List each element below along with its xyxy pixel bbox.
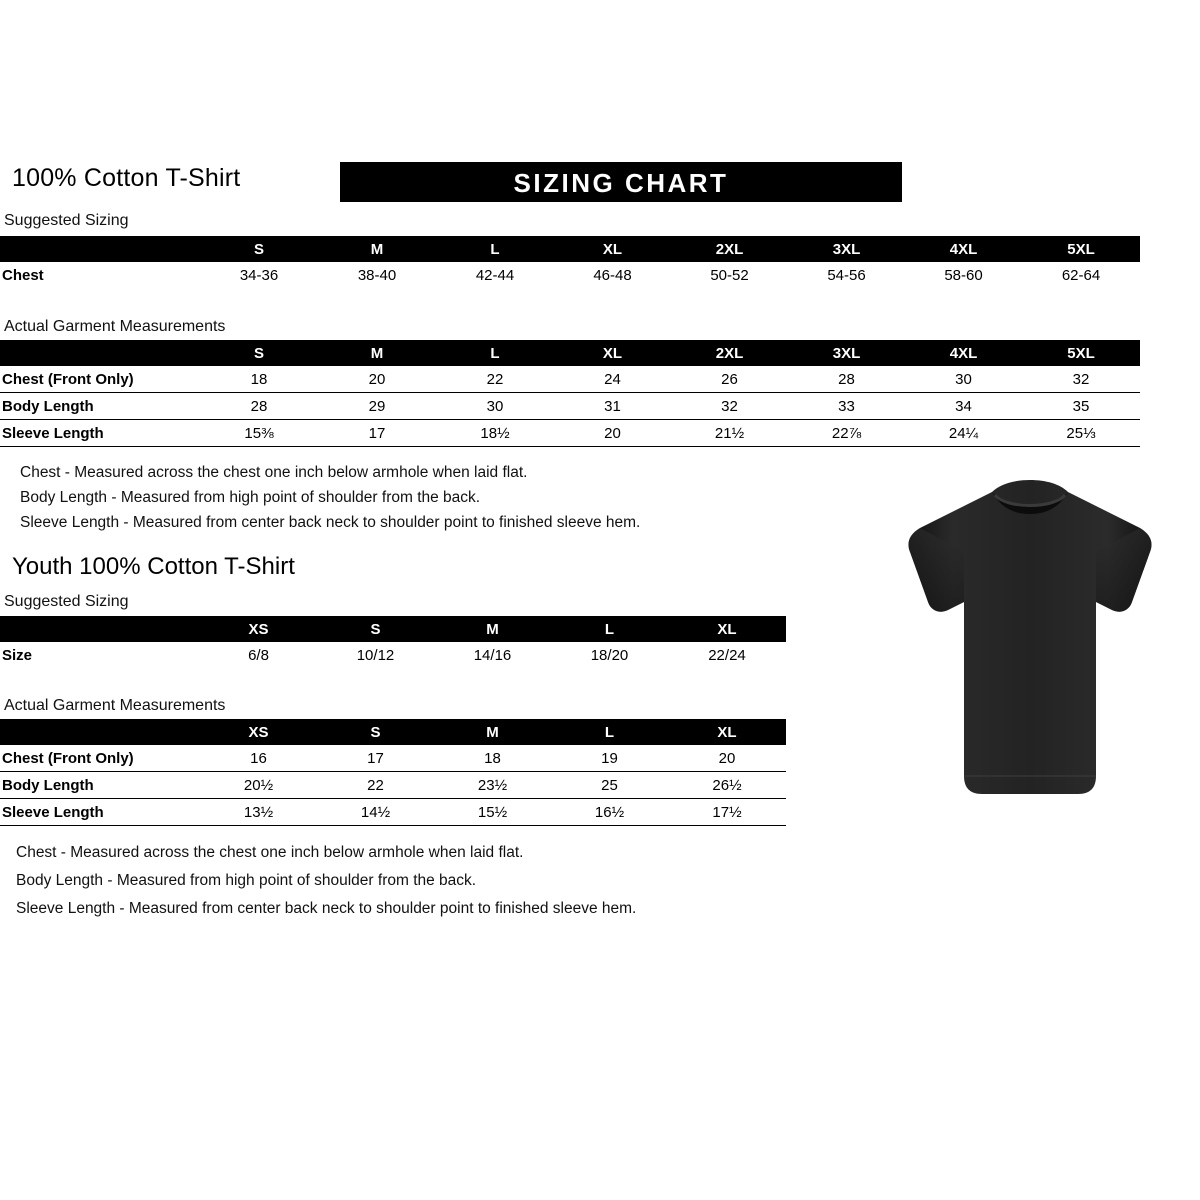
header-cell: 4XL — [905, 340, 1022, 366]
row-value: 14/16 — [473, 646, 512, 664]
youth-suggested-sizing-label: Suggested Sizing — [4, 593, 129, 610]
row-value: 15½ — [434, 799, 551, 826]
row-value: 34-36 — [239, 266, 279, 284]
row-value: 13½ — [200, 799, 317, 826]
row-value: 23½ — [434, 772, 551, 799]
row-value: 28 — [200, 393, 318, 420]
youth-note-sleeve-length: Sleeve Length - Measured from center back neck to shoulder point to finished sleeve hem. — [16, 900, 637, 917]
row-value: 30 — [436, 393, 554, 420]
adult-note-sleeve-length: Sleeve Length - Measured from center back neck to shoulder point to finished sleeve hem. — [20, 514, 641, 531]
row-value: 24¼ — [905, 420, 1022, 447]
row-value: 26 — [671, 366, 788, 393]
header-cell — [0, 236, 200, 262]
row-value: 50-52 — [710, 266, 749, 284]
header-cell: XL — [554, 236, 671, 262]
row-value: 10/12 — [356, 646, 395, 664]
row-value: 18/20 — [590, 646, 629, 664]
t-shirt-product-image — [896, 476, 1164, 806]
row-value: 31 — [554, 393, 671, 420]
header-cell: XS — [200, 719, 317, 745]
header-cell: M — [318, 340, 436, 366]
table-row — [0, 772, 786, 799]
header-cell: 5XL — [1022, 236, 1140, 262]
header-cell: L — [551, 719, 668, 745]
row-value: 21½ — [671, 420, 788, 447]
table-header-row — [0, 340, 1140, 366]
row-value: 15⅜ — [200, 420, 318, 447]
header-cell: 2XL — [671, 340, 788, 366]
row-label: Chest (Front Only) — [0, 745, 200, 772]
table-row — [0, 420, 1140, 447]
header-cell: 4XL — [905, 236, 1022, 262]
row-value: 42-44 — [475, 266, 515, 284]
header-cell: S — [200, 340, 318, 366]
table-row — [0, 642, 786, 668]
row-value: 24 — [554, 366, 671, 393]
header-cell: XS — [200, 616, 317, 642]
header-cell: S — [200, 236, 318, 262]
header-cell: S — [317, 616, 434, 642]
row-label: Sleeve Length — [0, 420, 200, 447]
row-value: 34 — [905, 393, 1022, 420]
table-row — [0, 799, 786, 826]
row-value: 18 — [200, 366, 318, 393]
youth-note-body-length: Body Length - Measured from high point of shoulder from the back. — [16, 872, 477, 889]
row-value: 35 — [1022, 393, 1140, 420]
row-value: 29 — [318, 393, 436, 420]
table-header-row — [0, 236, 1140, 262]
row-label: Chest (Front Only) — [0, 366, 200, 393]
table-header-row — [0, 719, 786, 745]
row-value: 62-64 — [1061, 266, 1101, 284]
header-cell: 5XL — [1022, 340, 1140, 366]
youth-section-title: Youth 100% Cotton T-Shirt — [12, 553, 295, 580]
header-cell: 3XL — [788, 340, 905, 366]
table-row — [0, 745, 786, 772]
row-value: 20 — [554, 420, 671, 447]
header-cell: 2XL — [671, 236, 788, 262]
row-value: 30 — [905, 366, 1022, 393]
header-cell: M — [318, 236, 436, 262]
sizing-chart-banner-label: SIZING CHART — [513, 168, 729, 198]
row-value: 22 — [317, 772, 434, 799]
header-cell: XL — [668, 616, 786, 642]
header-cell: M — [434, 616, 551, 642]
row-value: 46-48 — [593, 266, 632, 284]
row-value: 17½ — [668, 799, 786, 826]
row-value: 22 — [436, 366, 554, 393]
row-value: 33 — [788, 393, 905, 420]
adult-note-chest: Chest - Measured across the chest one inch below armhole when laid flat. — [20, 464, 528, 481]
row-value: 20½ — [200, 772, 317, 799]
row-value: 20 — [668, 745, 786, 772]
header-cell: 3XL — [788, 236, 905, 262]
row-value: 58-60 — [944, 266, 983, 284]
row-value: 54-56 — [827, 266, 866, 284]
row-value: 32 — [1022, 366, 1140, 393]
table-header-row — [0, 616, 786, 642]
header-cell: M — [434, 719, 551, 745]
row-value: 17 — [317, 745, 434, 772]
adult-note-body-length: Body Length - Measured from high point of shoulder from the back. — [20, 489, 481, 506]
adult-suggested-sizing-label: Suggested Sizing — [4, 212, 129, 229]
adult-section-title: 100% Cotton T-Shirt — [12, 164, 241, 192]
row-value: 22/24 — [708, 646, 746, 664]
black-t-shirt-icon — [896, 476, 1164, 806]
header-cell: L — [436, 236, 554, 262]
row-value: 26½ — [668, 772, 786, 799]
row-value: 25 — [551, 772, 668, 799]
header-cell: S — [317, 719, 434, 745]
row-value: 32 — [671, 393, 788, 420]
header-cell: XL — [554, 340, 671, 366]
row-value: 25⅓ — [1022, 420, 1140, 447]
header-cell: L — [551, 616, 668, 642]
header-cell: L — [436, 340, 554, 366]
row-value: 6/8 — [248, 646, 269, 664]
row-value: 20 — [318, 366, 436, 393]
youth-suggested-sizing-table — [0, 616, 786, 668]
table-row — [0, 393, 1140, 420]
row-value: 16½ — [551, 799, 668, 826]
row-value: 18½ — [436, 420, 554, 447]
row-label: Chest — [2, 266, 44, 284]
adult-garment-measurements-label: Actual Garment Measurements — [4, 318, 226, 335]
table-row — [0, 262, 1140, 288]
youth-garment-measurements-label: Actual Garment Measurements — [4, 697, 226, 714]
row-value: 17 — [318, 420, 436, 447]
row-value: 38-40 — [357, 266, 397, 284]
row-value: 28 — [788, 366, 905, 393]
adult-garment-measurements-table — [0, 340, 1140, 447]
row-value: 22⅞ — [788, 420, 905, 447]
sizing-chart-banner — [340, 162, 902, 202]
row-label: Sleeve Length — [0, 799, 200, 826]
header-cell — [0, 340, 200, 366]
row-value: 14½ — [317, 799, 434, 826]
row-value: 16 — [200, 745, 317, 772]
row-value: 18 — [434, 745, 551, 772]
table-row — [0, 366, 1140, 393]
youth-note-chest: Chest - Measured across the chest one inch below armhole when laid flat. — [16, 844, 524, 861]
row-label: Body Length — [0, 772, 200, 799]
youth-garment-measurements-table — [0, 719, 786, 826]
row-value: 19 — [551, 745, 668, 772]
header-cell — [0, 719, 200, 745]
row-label: Body Length — [0, 393, 200, 420]
row-label: Size — [2, 646, 33, 664]
header-cell: XL — [668, 719, 786, 745]
header-cell — [0, 616, 200, 642]
adult-suggested-sizing-table — [0, 236, 1140, 288]
